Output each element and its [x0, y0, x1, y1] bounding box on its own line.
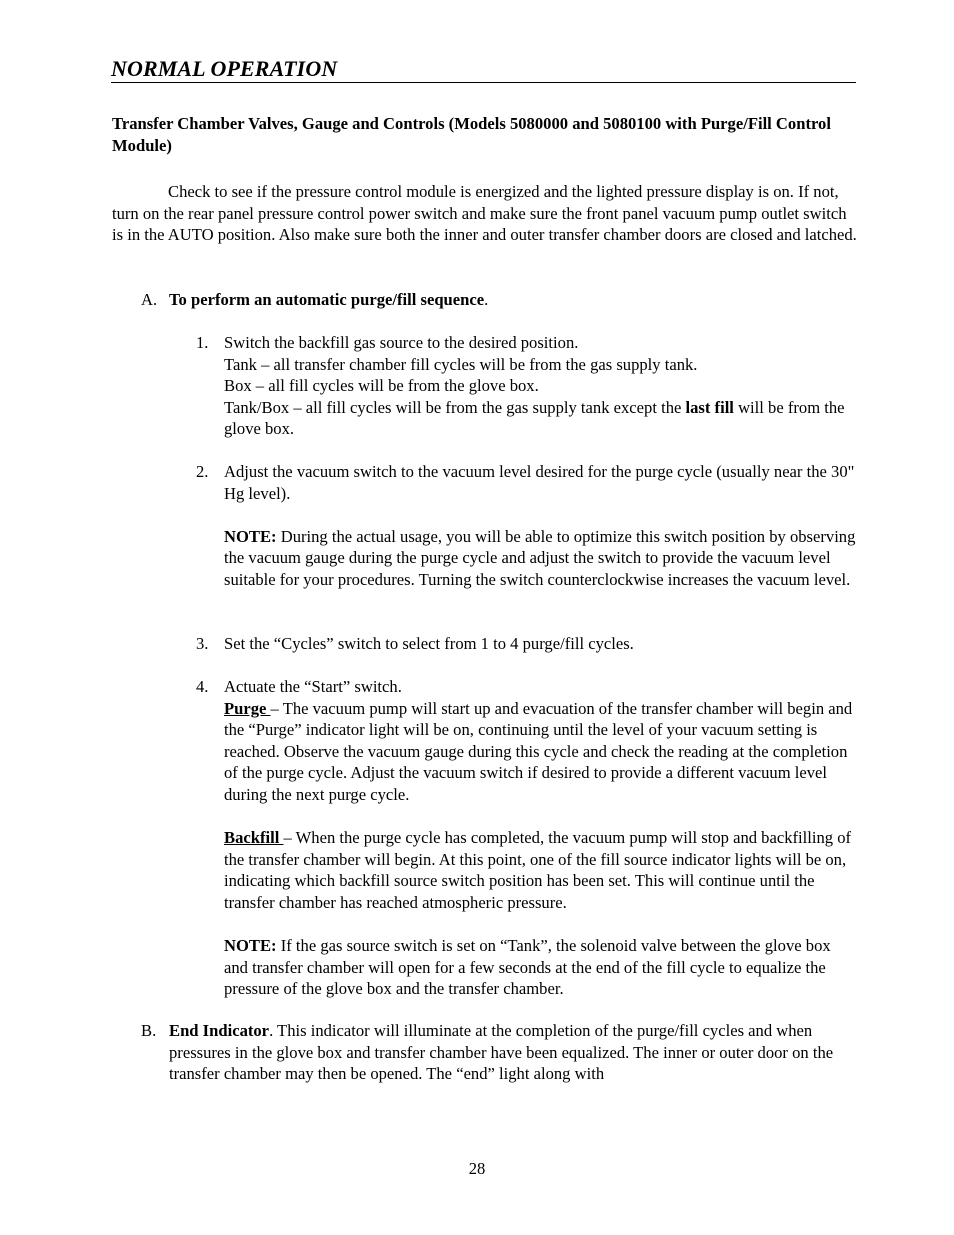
section-b [141, 1020, 856, 1084]
item-2-text: Adjust the vacuum switch to the vacuum level desired for the purge cycle (usually near the 30" Hg level). [224, 462, 855, 503]
item-1-line-4 [224, 397, 857, 440]
list-number: 4. [196, 677, 209, 696]
backfill-paragraph [224, 827, 857, 913]
backfill-text: – When the purge cycle has completed, the vacuum pump will stop and backfilling of the transfer chamber will begin. At this point, one of the fill source indicator lights will be on, indicating which backfill source switch position has been set. This will continue until the transfer chamber has reached atmospheric pressure. [224, 828, 852, 912]
section-heading: Transfer Chamber Valves, Gauge and Controls (Models 5080000 and 5080100 with Purge/Fill Control Module) [112, 114, 831, 155]
page-number: 28 [468, 1159, 486, 1178]
note-label: NOTE: [224, 936, 277, 956]
intro-text: Check to see if the pressure control module is energized and the lighted pressure display is on. If not, turn on the rear panel pressure control power switch and make sure the front panel vacuum pump outlet switch is in the AUTO position. Also make sure both the inner and outer transfer chamber doors are closed and latched. [112, 182, 857, 245]
section-a-marker: A. [141, 290, 158, 309]
item-4-note [224, 935, 857, 1000]
section-a-heading [141, 289, 856, 311]
purge-paragraph [224, 698, 857, 806]
list-number: 2. [196, 462, 209, 481]
purge-text: – The vacuum pump will start up and evacuation of the transfer chamber will begin and the “Purge” indicator light will be on, continuing until the level of your vacuum setting is reached. Observe the vacuum gauge during this cycle and check the reading at the completion of the purge cycle. Adjust the vacuum switch if desired to provide a different vacuum level during the next purge cycle. [224, 698, 853, 804]
item-4-text: Actuate the “Start” switch. [224, 677, 402, 696]
list-number: 3. [196, 634, 209, 653]
section-b-text: . This indicator will illuminate at the completion of the purge/fill cycles and when pressures in the glove box and transfer chamber have been equalized. The inner or outer door on the transfer chamber may then be opened. The “end” light along with [169, 1021, 834, 1084]
item-1-line-3: Box – all fill cycles will be from the glove box. [224, 376, 539, 396]
section-b-body [169, 1020, 857, 1085]
item-3-text: Set the “Cycles” switch to select from 1 to 4 purge/fill cycles. [224, 634, 634, 653]
note-label: NOTE: [224, 526, 277, 546]
section-a-title-suffix: . [484, 290, 489, 309]
note-text: During the actual usage, you will be able to optimize this switch position by observing the vacuum gauge during the purge cycle and adjust the switch to provide the vacuum level suitable for your procedures. Turning the switch counterclockwise increases the vacuum level. [224, 526, 856, 589]
section-a-title: To perform an automatic purge/fill sequence [169, 290, 485, 309]
page-title: NORMAL OPERATION [111, 56, 338, 81]
item-1-line-4-post: will be from the glove box. [224, 397, 845, 439]
section-b-title: End Indicator [169, 1021, 270, 1040]
item-1-line-2: Tank – all transfer chamber fill cycles will be from the gas supply tank. [224, 354, 698, 374]
purge-label: Purge [224, 698, 271, 718]
backfill-label: Backfill [224, 828, 284, 848]
item-1-last-fill: last fill [685, 397, 734, 417]
intro-paragraph [112, 181, 857, 246]
note-text: If the gas source switch is set on “Tank”, the solenoid valve between the glove box and transfer chamber will open for a few seconds at the end of the fill cycle to equalize the pressure of the glove box and the transfer chamber. [224, 936, 831, 999]
section-b-marker: B. [141, 1021, 157, 1040]
item-1-line-4-pre: Tank/Box – all fill cycles will be from the gas supply tank except the [224, 397, 686, 417]
page-header [111, 57, 856, 83]
list-number: 1. [196, 333, 209, 352]
item-1-line-1: Switch the backfill gas source to the desired position. [224, 333, 579, 352]
item-2-note [224, 526, 857, 591]
